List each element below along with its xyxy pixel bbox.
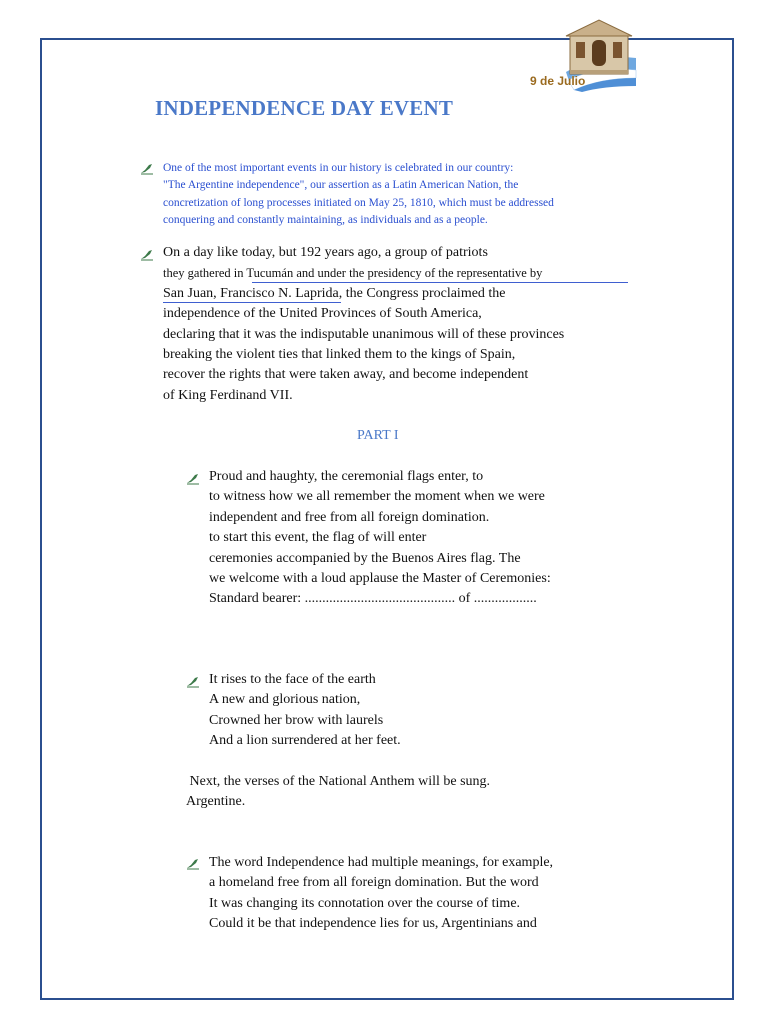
history-line: declaring that it was the indisputable unanimous will of these provinces [163, 326, 565, 342]
quill-bullet-icon [186, 473, 200, 485]
meaning-line: It was changing its connotation over the course of time. [209, 895, 521, 911]
anthem-line: Next, the verses of the National Anthem will be sung. [186, 774, 491, 789]
intro-line: "The Argentine independence", our assertion as a Latin American Nation, the [163, 179, 519, 192]
history-paragraph [163, 243, 633, 406]
intro-paragraph [163, 160, 603, 230]
history-line: of King Ferdinand VII. [163, 387, 293, 403]
history-line: independence of the United Provinces of South America, [163, 306, 482, 322]
part-heading: PART I [357, 428, 399, 443]
underline-rule [163, 302, 341, 303]
quill-bullet-icon [140, 249, 154, 261]
intro-line: conquering and constantly maintaining, as individuals and as a people. [163, 214, 488, 227]
flags-line: independent and free from all foreign domination. [209, 509, 490, 525]
verse-line: It rises to the face of the earth [209, 672, 376, 687]
logo-caption: 9 de Julio [530, 74, 586, 88]
history-line: recover the rights that were taken away, and become independent [163, 367, 529, 383]
history-line: On a day like today, but 192 years ago, a group of patriots [163, 245, 488, 260]
verse-line: Crowned her brow with laurels [209, 712, 384, 728]
flags-line: Proud and haughty, the ceremonial flags enter, to [209, 469, 484, 484]
meaning-line: a homeland free from all foreign domination. But the word [209, 875, 539, 891]
flags-line: to start this event, the flag of will enter [209, 530, 427, 546]
anthem-line: Argentine. [186, 794, 246, 810]
flags-line: ceremonies accompanied by the Buenos Aires flag. The [209, 550, 521, 566]
underline-rule [252, 282, 628, 283]
anthem-note [186, 772, 606, 813]
history-line: San Juan, Francisco N. Laprida, the Congress proclaimed the [163, 285, 506, 301]
verse-line: A new and glorious nation, [209, 692, 361, 708]
meaning-line: Could it be that independence lies for us, Argentinians and [209, 916, 537, 932]
history-line: they gathered in Tucumán and under the presidency of the representative by [163, 266, 543, 281]
flags-line: Standard bearer: ........................................... of .................. [209, 591, 537, 607]
flags-paragraph [209, 467, 629, 610]
intro-line: One of the most important events in our history is celebrated in our country: [163, 162, 514, 174]
verse-line: And a lion surrendered at her feet. [209, 733, 401, 749]
intro-line: concretization of long processes initiated on May 25, 1810, which must be addressed [163, 196, 554, 209]
quill-bullet-icon [186, 676, 200, 688]
history-line: breaking the violent ties that linked them to the kings of Spain, [163, 347, 516, 363]
flags-line: to witness how we all remember the moment when we were [209, 489, 545, 505]
quill-bullet-icon [140, 163, 154, 175]
meaning-line: The word Independence had multiple meanings, for example, [209, 855, 554, 870]
quill-bullet-icon [186, 858, 200, 870]
page-title: INDEPENDENCE DAY EVENT [155, 96, 454, 120]
verse-paragraph [209, 670, 609, 752]
meaning-paragraph [209, 853, 629, 935]
flags-line: we welcome with a loud applause the Master of Ceremonies: [209, 571, 551, 587]
